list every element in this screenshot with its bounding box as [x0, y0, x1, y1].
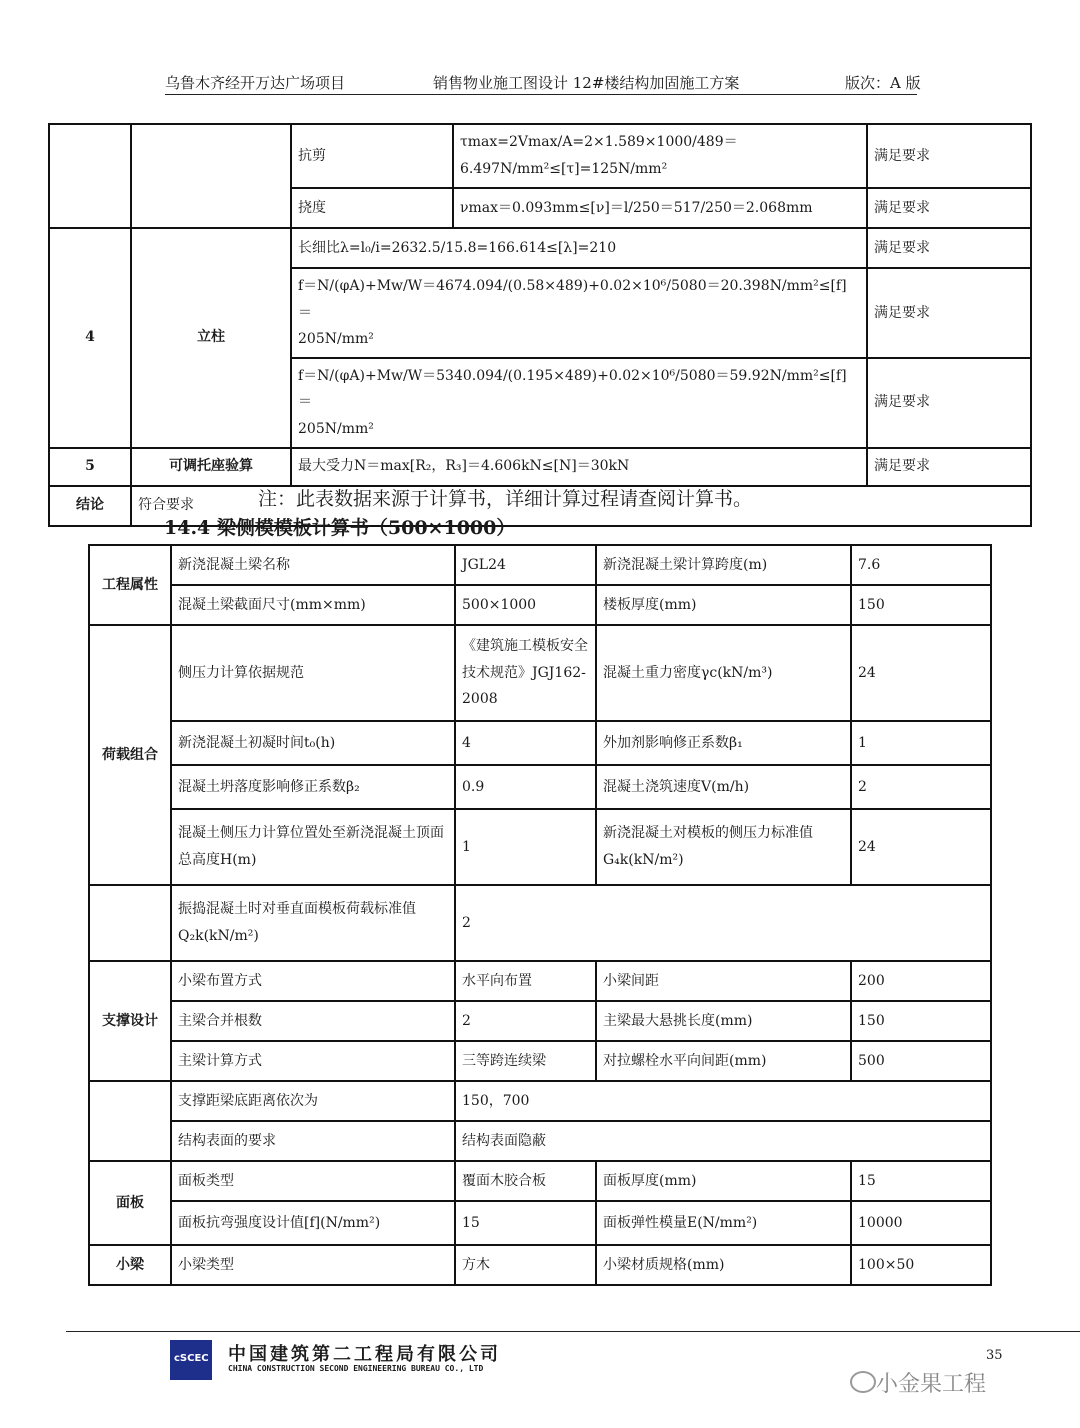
param-value: 15 — [851, 1161, 991, 1201]
param-name: 新浇混凝土对模板的侧压力标准值G₄k(kN/m²) — [596, 809, 851, 885]
group-label: 工程属性 — [89, 545, 171, 625]
param-value: 1 — [851, 721, 991, 765]
wechat-icon — [850, 1371, 876, 1393]
support-formula: 最大受力N＝max[R₂，R₃]＝4.606kN≤[N]＝30kN — [291, 448, 867, 486]
formula-line: f＝N/(φA)+Mw/W＝4674.094/(0.58×489)+0.02×10⁶/5080＝20.398N/mm²≤[f]＝ — [298, 278, 847, 321]
param-value: 水平向布置 — [455, 961, 596, 1001]
formwork-table — [88, 544, 992, 1286]
param-value: 覆面木胶合板 — [455, 1161, 596, 1201]
param-value: 方木 — [455, 1245, 596, 1285]
param-value: 150 — [851, 1001, 991, 1041]
param-name: 面板抗弯强度设计值[f](N/mm²) — [171, 1201, 455, 1245]
cell — [89, 885, 171, 961]
check-table — [48, 123, 1032, 527]
section-title: 14.4 梁侧模模板计算书（500×1000） — [164, 517, 516, 539]
header-project: 乌鲁木齐经开万达广场项目 — [165, 74, 346, 92]
slender-formula: 长细比λ=l₀/i=2632.5/15.8=166.614≤[λ]=210 — [291, 228, 867, 268]
param-name: 混凝土浇筑速度V(m/h) — [596, 765, 851, 809]
param-name: 主梁合并根数 — [171, 1001, 455, 1041]
param-value: 2 — [455, 1001, 596, 1041]
param-name: 小梁材质规格(mm) — [596, 1245, 851, 1285]
param-value: 10000 — [851, 1201, 991, 1245]
group-label: 面板 — [89, 1161, 171, 1245]
support-result: 满足要求 — [867, 448, 1031, 486]
param-name: 主梁计算方式 — [171, 1041, 455, 1081]
footer-rule — [66, 1331, 1080, 1332]
shear-formula-line: 6.497N/mm²≤[τ]=125N/mm² — [460, 161, 668, 177]
param-value: 2 — [851, 765, 991, 809]
param-value: 三等跨连续梁 — [455, 1041, 596, 1081]
group-label: 荷载组合 — [89, 625, 171, 885]
param-value: 15 — [455, 1201, 596, 1245]
param-value: 24 — [851, 625, 991, 721]
shear-formula — [453, 124, 867, 188]
conclusion-text: 符合要求 — [131, 486, 1031, 526]
group-label: 小梁 — [89, 1245, 171, 1285]
param-value: 500×1000 — [455, 585, 596, 625]
company-name-cn: 中国建筑第二工程局有限公司 — [228, 1344, 501, 1365]
row-number: 5 — [49, 448, 131, 486]
cell — [89, 1081, 171, 1161]
stress-formula-2 — [291, 358, 867, 448]
defl-label: 挠度 — [291, 188, 453, 228]
header-document: 销售物业施工图设计 12#楼结构加固施工方案 — [433, 74, 740, 92]
param-name: 面板类型 — [171, 1161, 455, 1201]
conclusion-label: 结论 — [49, 486, 131, 526]
param-name: 新浇混凝土梁名称 — [171, 545, 455, 585]
param-name: 小梁类型 — [171, 1245, 455, 1285]
shear-formula-line: τmax=2Vmax/A=2×1.589×1000/489＝ — [460, 134, 738, 151]
param-value: 2 — [455, 885, 991, 961]
formula-line: 205N/mm² — [298, 420, 374, 437]
param-value: 7.6 — [851, 545, 991, 585]
param-value: 结构表面隐蔽 — [455, 1121, 991, 1161]
formula-line: f＝N/(φA)+Mw/W＝5340.094/(0.195×489)+0.02×10⁶/5080＝59.92N/mm²≤[f]＝ — [298, 367, 847, 411]
stress-result-1: 满足要求 — [867, 268, 1031, 358]
param-value: JGL24 — [455, 545, 596, 585]
param-name: 小梁间距 — [596, 961, 851, 1001]
cell — [131, 124, 291, 228]
row-name: 立柱 — [131, 228, 291, 448]
defl-result: 满足要求 — [867, 188, 1031, 228]
page-number: 35 — [986, 1348, 1003, 1363]
param-name: 混凝土侧压力计算位置处至新浇混凝土顶面总高度H(m) — [171, 809, 455, 885]
shear-label: 抗剪 — [291, 124, 453, 188]
stress-formula-1 — [291, 268, 867, 358]
param-name: 侧压力计算依据规范 — [171, 625, 455, 721]
param-name: 支撑距梁底距离依次为 — [171, 1081, 455, 1121]
company-logo — [170, 1340, 212, 1380]
param-name: 混凝土梁截面尺寸(mm×mm) — [171, 585, 455, 625]
slender-result: 满足要求 — [867, 228, 1031, 268]
param-value: 24 — [851, 809, 991, 885]
param-name: 面板弹性模量E(N/mm²) — [596, 1201, 851, 1245]
formula-line: 205N/mm² — [298, 331, 374, 348]
watermark: 小金果工程 — [876, 1372, 987, 1397]
param-name: 结构表面的要求 — [171, 1121, 455, 1161]
shear-result: 满足要求 — [867, 124, 1031, 188]
param-value: 1 — [455, 809, 596, 885]
param-value: 150，700 — [455, 1081, 991, 1121]
stress-result-2: 满足要求 — [867, 358, 1031, 448]
param-name: 外加剂影响修正系数β₁ — [596, 721, 851, 765]
param-value: 500 — [851, 1041, 991, 1081]
param-name: 楼板厚度(mm) — [596, 585, 851, 625]
param-name: 振捣混凝土时对垂直面模板荷载标准值Q₂k(kN/m²) — [171, 885, 455, 961]
table-note: 注：此表数据来源于计算书，详细计算过程请查阅计算书。 — [258, 488, 753, 510]
param-name: 新浇混凝土初凝时间t₀(h) — [171, 721, 455, 765]
param-name: 小梁布置方式 — [171, 961, 455, 1001]
param-value: 150 — [851, 585, 991, 625]
param-name: 新浇混凝土梁计算跨度(m) — [596, 545, 851, 585]
row-number: 4 — [49, 228, 131, 448]
company-name-en: CHINA CONSTRUCTION SECOND ENGINEERING BUREAU CO., LTD — [228, 1364, 484, 1373]
param-name: 对拉螺栓水平向间距(mm) — [596, 1041, 851, 1081]
param-value: 100×50 — [851, 1245, 991, 1285]
cell — [49, 124, 131, 228]
header-version: 版次：A 版 — [845, 74, 921, 92]
param-name: 混凝土重力密度γc(kN/m³) — [596, 625, 851, 721]
group-label: 支撑设计 — [89, 961, 171, 1081]
param-value: 200 — [851, 961, 991, 1001]
row-name: 可调托座验算 — [131, 448, 291, 486]
param-name: 面板厚度(mm) — [596, 1161, 851, 1201]
header-rule — [165, 94, 917, 95]
param-value: 《建筑施工模板安全技术规范》JGJ162-2008 — [455, 625, 596, 721]
param-name: 混凝土坍落度影响修正系数β₂ — [171, 765, 455, 809]
param-value: 0.9 — [455, 765, 596, 809]
logo-text: cSCEC — [174, 1353, 209, 1364]
param-value: 4 — [455, 721, 596, 765]
defl-formula: νmax＝0.093mm≤[ν]＝l/250＝517/250＝2.068mm — [453, 188, 867, 228]
param-name: 主梁最大悬挑长度(mm) — [596, 1001, 851, 1041]
